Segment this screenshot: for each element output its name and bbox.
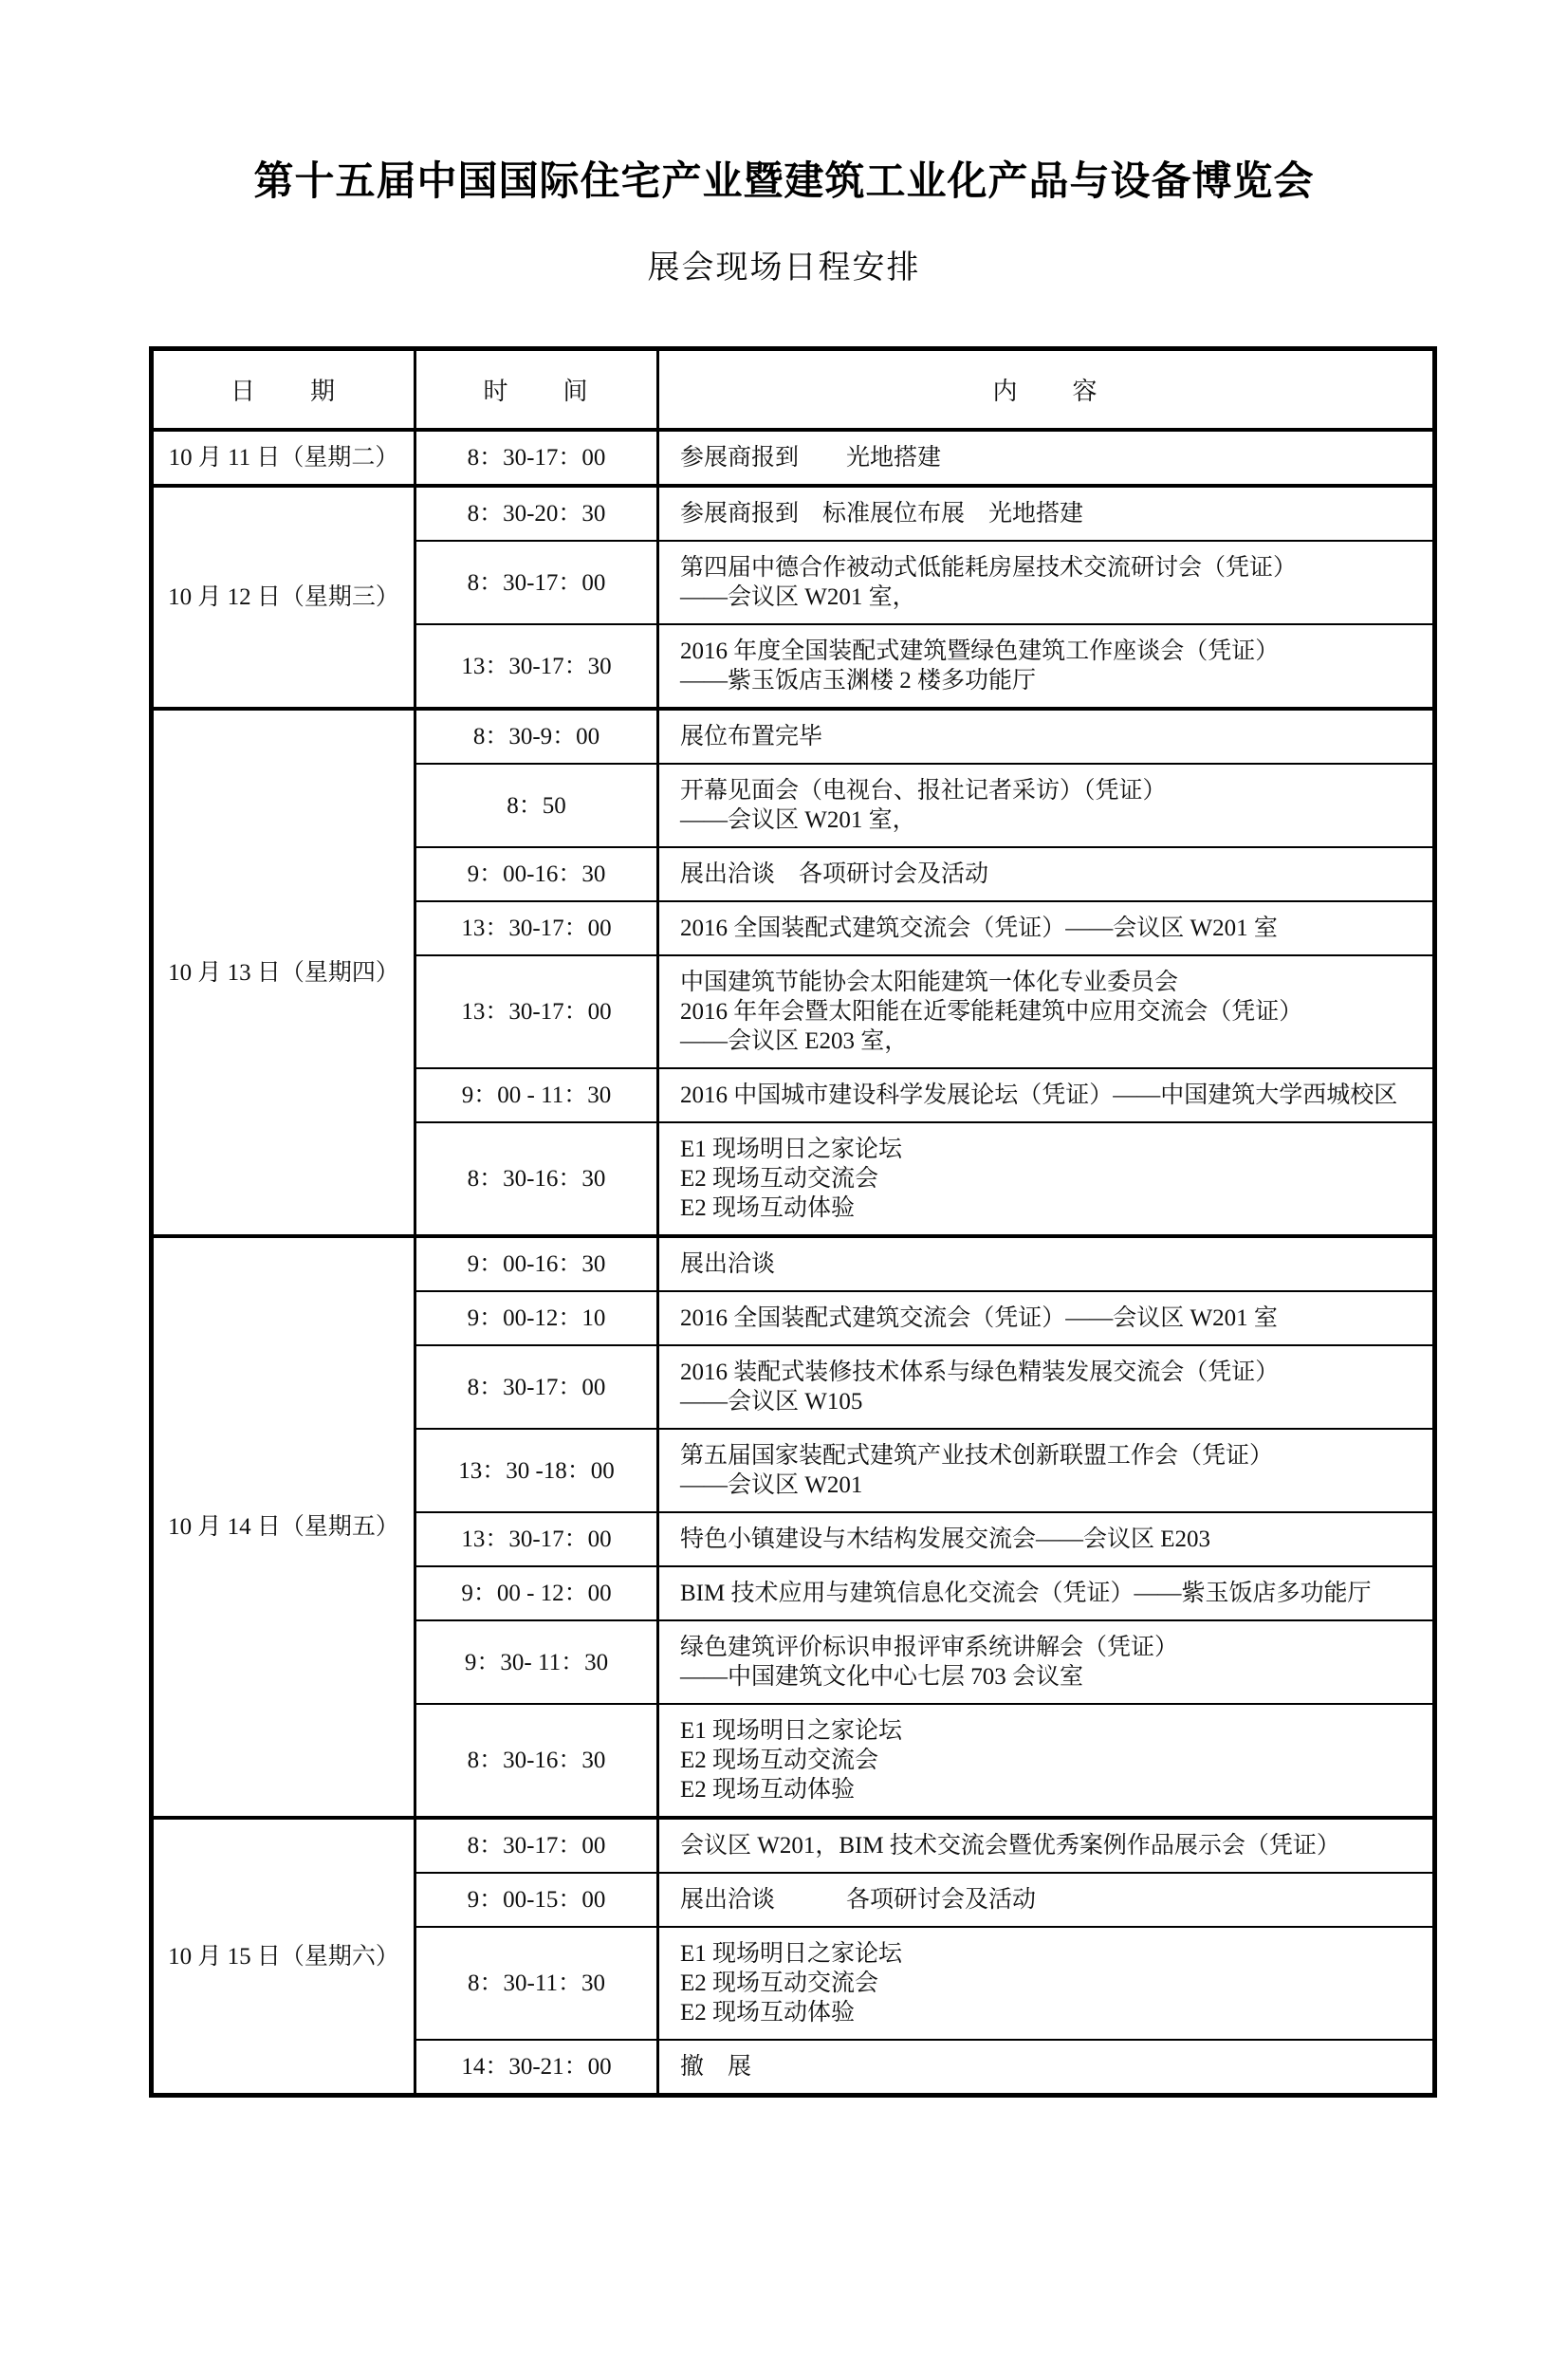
date-cell: 10 月 12 日（星期三） [152, 486, 415, 709]
time-cell: 8：50 [415, 764, 658, 847]
content-line: 参展商报到 光地搭建 [680, 445, 942, 471]
content-line: ——会议区 W105 [680, 1389, 863, 1415]
content-line: 展位布置完毕 [680, 724, 823, 749]
date-cell: 10 月 13 日（星期四） [152, 709, 415, 1236]
time-cell: 9：00-16：30 [415, 1236, 658, 1291]
date-cell: 10 月 14 日（星期五） [152, 1236, 415, 1818]
time-cell: 8：30-16：30 [415, 1122, 658, 1236]
time-cell: 8：30-17：00 [415, 541, 658, 624]
content-line: ——会议区 W201 室， [680, 584, 916, 610]
content-line: ——会议区 E203 室， [680, 1028, 909, 1054]
content-line: E2 现场互动交流会 [680, 1970, 879, 1996]
content-line: E1 现场明日之家论坛 [680, 1941, 903, 1967]
content-line: E2 现场互动交流会 [680, 1166, 879, 1192]
time-cell: 14：30-21：00 [415, 2040, 658, 2096]
date-cell: 10 月 15 日（星期六） [152, 1818, 415, 2096]
content-line: 2016 装配式装修技术体系与绿色精装发展交流会（凭证） [680, 1360, 1280, 1385]
page-subtitle: 展会现场日程安排 [647, 250, 921, 286]
content-line: 参展商报到 标准展位布展 光地搭建 [680, 501, 1084, 527]
time-cell: 9：00 - 11：30 [415, 1068, 658, 1122]
content-line: 2016 年度全国装配式建筑暨绿色建筑工作座谈会（凭证） [680, 638, 1280, 664]
content-line: 第五届国家装配式建筑产业技术创新联盟工作会（凭证） [680, 1443, 1274, 1469]
time-cell: 9：00-16：30 [415, 847, 658, 901]
date-cell: 10 月 11 日（星期二） [152, 430, 415, 486]
header-row [152, 349, 1435, 431]
time-cell: 8：30-17：00 [415, 1345, 658, 1429]
content-line: E2 现场互动体验 [680, 2000, 856, 2026]
time-cell: 9：00-15：00 [415, 1873, 658, 1927]
content-line: E1 现场明日之家论坛 [680, 1718, 903, 1744]
content-line: 会议区 W201，BIM 技术交流会暨优秀案例作品展示会（凭证） [680, 1833, 1340, 1859]
table-row [152, 1818, 1435, 1873]
time-cell: 9：00-12：10 [415, 1291, 658, 1345]
content-line: 2016 年年会暨太阳能在近零能耗建筑中应用交流会（凭证） [680, 999, 1303, 1025]
content-cell [658, 2040, 1435, 2096]
time-cell: 8：30-9：00 [415, 709, 658, 764]
content-cell [658, 1620, 1435, 1704]
content-cell [658, 901, 1435, 955]
content-cell [658, 486, 1435, 541]
content-cell [658, 430, 1435, 486]
content-line: 特色小镇建设与木结构发展交流会——会议区 E203 [680, 1526, 1211, 1552]
content-line: ——紫玉饭店玉渊楼 2 楼多功能厅 [680, 668, 1037, 694]
time-cell: 13：30-17：00 [415, 901, 658, 955]
content-line: 绿色建筑评价标识申报评审系统讲解会（凭证） [680, 1635, 1179, 1660]
table-row [152, 709, 1435, 764]
content-line: 展出洽谈 各项研讨会及活动 [680, 861, 989, 887]
time-cell: 9：00 - 12：00 [415, 1566, 658, 1620]
time-column-header: 时 间 [415, 349, 658, 431]
content-line: 2016 全国装配式建筑交流会（凭证）——会议区 W201 室 [680, 1305, 1278, 1331]
content-cell [658, 709, 1435, 764]
table-row [152, 486, 1435, 541]
content-cell [658, 1512, 1435, 1566]
content-cell [658, 1236, 1435, 1291]
content-cell [658, 955, 1435, 1068]
time-cell: 13：30-17：30 [415, 624, 658, 709]
table-row [152, 1236, 1435, 1291]
time-cell: 13：30-17：00 [415, 1512, 658, 1566]
content-cell [658, 1345, 1435, 1429]
content-cell [658, 1429, 1435, 1512]
content-line: ——中国建筑文化中心七层 703 会议室 [680, 1664, 1084, 1690]
content-line: ——会议区 W201 [680, 1472, 863, 1498]
content-line: 展出洽谈 [680, 1251, 776, 1277]
time-cell: 13：30 -18：00 [415, 1429, 658, 1512]
content-line: ——会议区 W201 室， [680, 807, 916, 833]
document-page [0, 150, 1568, 2368]
time-cell: 8：30-11：30 [415, 1927, 658, 2040]
time-cell: 8：30-16：30 [415, 1704, 658, 1818]
content-line: E1 现场明日之家论坛 [680, 1137, 903, 1162]
time-cell: 13：30-17：00 [415, 955, 658, 1068]
content-cell [658, 1818, 1435, 1873]
content-line: 2016 全国装配式建筑交流会（凭证）——会议区 W201 室 [680, 916, 1278, 941]
time-cell: 8：30-17：00 [415, 430, 658, 486]
content-cell [658, 1704, 1435, 1818]
content-line: E2 现场互动体验 [680, 1777, 856, 1803]
content-cell [658, 1927, 1435, 2040]
date-column-header: 日 期 [152, 349, 415, 431]
content-cell [658, 1122, 1435, 1236]
content-cell [658, 847, 1435, 901]
content-line: 展出洽谈 各项研讨会及活动 [680, 1887, 1037, 1913]
content-cell [658, 764, 1435, 847]
content-line: 中国建筑节能协会太阳能建筑一体化专业委员会 [680, 970, 1179, 995]
content-cell [658, 1068, 1435, 1122]
schedule-table [149, 346, 1437, 2098]
time-cell: 9：30- 11：30 [415, 1620, 658, 1704]
table-row [152, 430, 1435, 486]
content-column-header: 内 容 [658, 349, 1435, 431]
content-cell [658, 1873, 1435, 1927]
content-line: E2 现场互动交流会 [680, 1748, 879, 1773]
content-line: 开幕见面会（电视台、报社记者采访）（凭证） [680, 778, 1167, 804]
content-line: E2 现场互动体验 [680, 1195, 856, 1221]
content-cell [658, 624, 1435, 709]
time-cell: 8：30-17：00 [415, 1818, 658, 1873]
content-line: BIM 技术应用与建筑信息化交流会（凭证）——紫玉饭店多功能厅 [680, 1581, 1372, 1606]
content-cell [658, 1291, 1435, 1345]
content-line: 第四届中德合作被动式低能耗房屋技术交流研讨会（凭证） [680, 555, 1298, 581]
content-cell [658, 1566, 1435, 1620]
content-line: 2016 中国城市建设科学发展论坛（凭证）——中国建筑大学西城校区 [680, 1082, 1398, 1108]
page-title: 第十五届中国国际住宅产业暨建筑工业化产品与设备博览会 [253, 158, 1315, 203]
content-cell [658, 541, 1435, 624]
time-cell: 8：30-20：30 [415, 486, 658, 541]
content-line: 撤 展 [680, 2054, 752, 2080]
